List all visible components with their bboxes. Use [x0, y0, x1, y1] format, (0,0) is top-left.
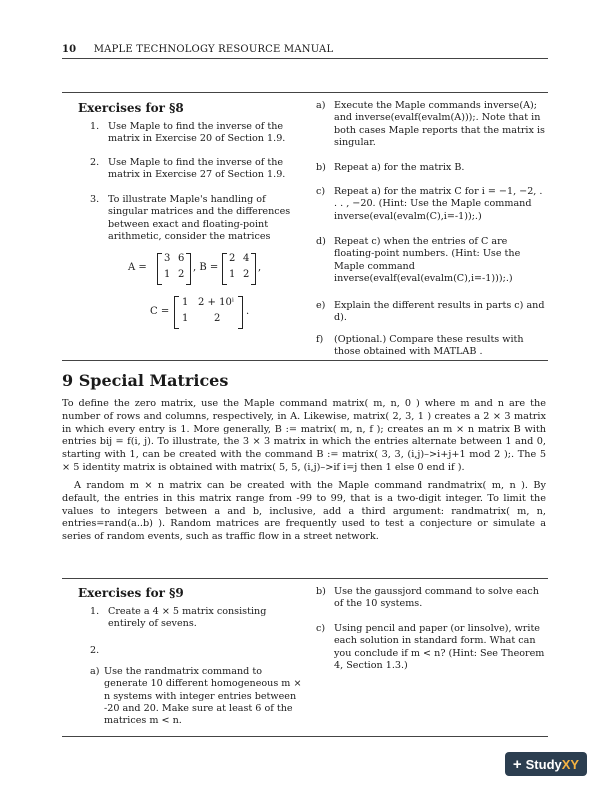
ex8-sub-e: e) Explain the different results in parts c) and d). [316, 300, 545, 324]
ex8-sub-d: d) Repeat c) when the entries of C are floating-point numbers. (Hint: Use the Maple command inverse(evalf(eval(evalm(C),i=-1)));.) [316, 236, 521, 284]
ex9-sub-c: c) Using pencil and paper (or linsolve), write each solution in standard form. What can you conclude if m < n? (Hint: See Theorem 4, Section 1.3.) [316, 623, 545, 671]
exercises-9-title: Exercises for §9 [78, 586, 184, 600]
header-title: MAPLE TECHNOLOGY RESOURCE MANUAL [93, 44, 334, 55]
exercise-box-bottom-rule [62, 360, 548, 361]
section-9-paragraph-2: A random m × n matrix can be created with the Maple command randmatrix( m, n ). By default, the entries in this matrix range from -99 to 99, that is a two-digit integer. To limit the values to integers between a and b, inclusive, add a third argument: randmatrix( m, n, entries=rand(a..b) ). Random matrices are frequently used to test a conjecture or simulate a series of random events, such as traffic flow in a street network. [62, 480, 546, 543]
brand-study: Study [525, 756, 562, 772]
ex8-item-3: 3. To illustrate Maple's handling of singular matrices and the differences between exact and floating-point arithmetic, consider the matrices [90, 194, 291, 242]
ex9-sub-b: b) Use the gaussjord command to solve each of the 10 systems. [316, 586, 539, 610]
ex8-sub-c: c) Repeat a) for the matrix C for i = −1, −2, . . . , −20. (Hint: Use the Maple command inverse(eval(evalm(C),i=-1));.) [316, 186, 543, 222]
exercise-box-top-rule [62, 92, 548, 93]
exercise-9-bottom-rule [62, 736, 548, 737]
ex8-sub-f: f) (Optional.) Compare these results with those obtained with MATLAB . [316, 334, 524, 358]
header-rule [62, 58, 548, 59]
studyxy-badge[interactable] [505, 752, 587, 776]
exercise-9-top-rule [62, 578, 548, 579]
ex8-item-2: 2. Use Maple to find the inverse of the matrix in Exercise 27 of Section 1.9. [90, 157, 286, 181]
plus-icon: + [512, 755, 522, 773]
ex9-item-1: 1. Create a 4 × 5 matrix consisting entirely of sevens. [90, 606, 267, 630]
page-number: 10 [62, 44, 77, 55]
ex8-item-1: 1. Use Maple to find the inverse of the matrix in Exercise 20 of Section 1.9. [90, 121, 286, 145]
ex9-sub-a: a) Use the randmatrix command to generate 10 different homogeneous m × n systems with integer entries between -20 and 20. Make sure at least 6 of the matrices m < n. [90, 666, 302, 727]
section-9-paragraph-1: To define the zero matrix, use the Maple command matrix( m, n, 0 ) where m and n are the number of rows and columns, respectively, in A. Likewise, matrix( 2, 3, 1 ) creates a 2 × 3 matrix in which every entry is 1. More generally, B := matrix( m, n, f ); creates an m × n matrix B with entries bij = f(i, j). To illustrate, the 3 × 3 matrix in which the entries alternate between 1 and 0, starting with 1, can be created with the command B := matrix( 3, 3, (i,j)–>i+j+1 mod 2 );. The 5 × 5 identity matrix is obtained with matrix( 5, 5, (i,j)–>if i=j then 1 else 0 end if ). [62, 398, 546, 473]
ex8-sub-b: b) Repeat a) for the matrix B. [316, 162, 465, 173]
running-header [62, 44, 333, 55]
ex8-sub-a: a) Execute the Maple commands inverse(A); and inverse(evalf(evalm(A)));. Note that in both cases Maple reports that the matrix is singular. [316, 100, 545, 148]
brand-xy: XY [561, 756, 580, 772]
exercises-8-title: Exercises for §8 [78, 101, 184, 115]
section-9-title: 9 Special Matrices [62, 371, 229, 390]
